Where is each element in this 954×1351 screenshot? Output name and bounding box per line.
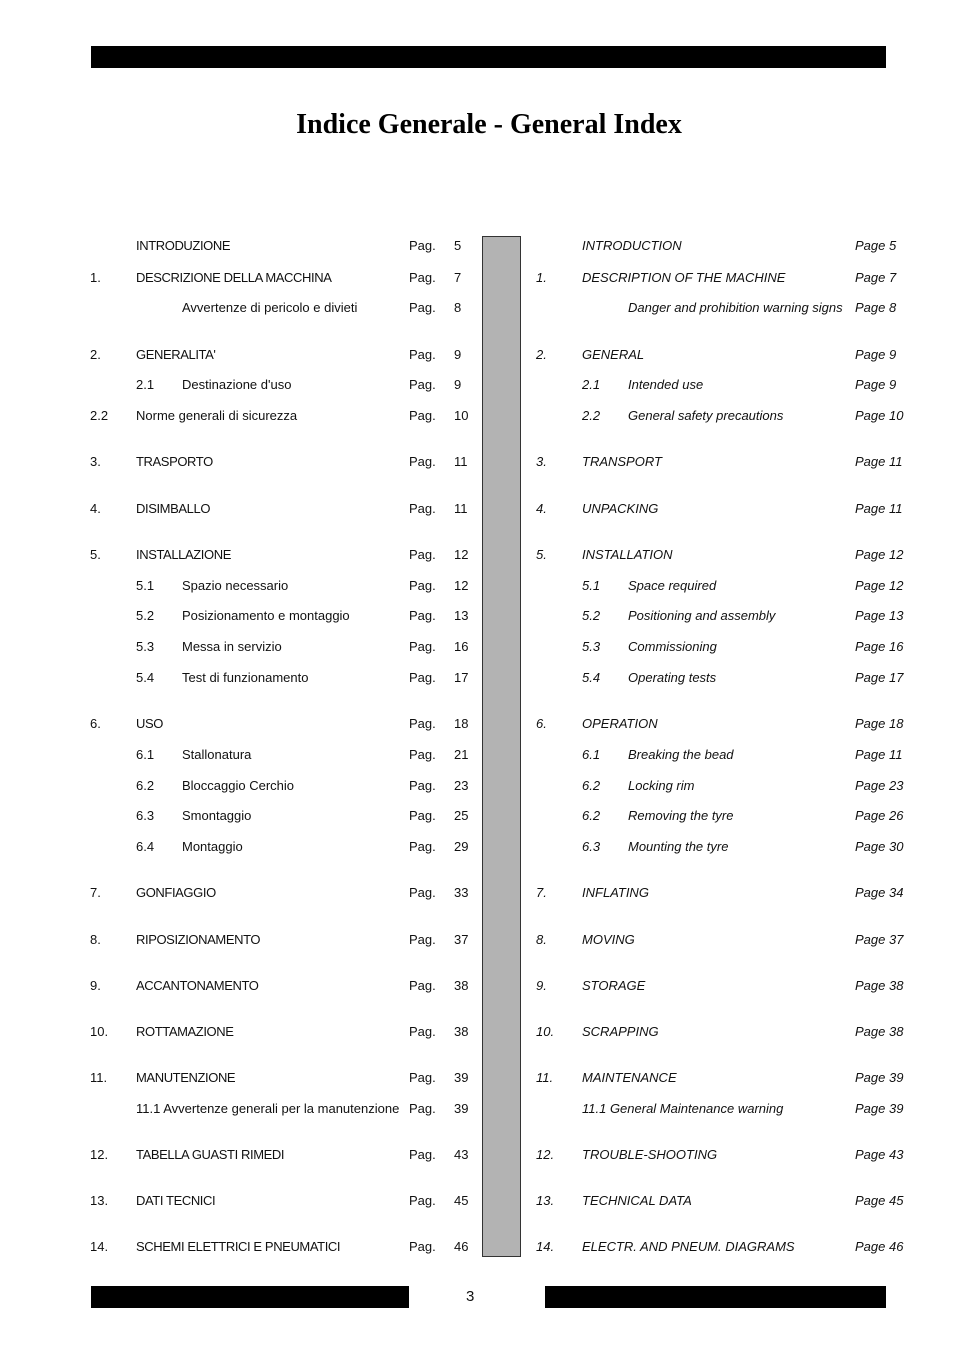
entry-title: DATI TECNICI xyxy=(136,1193,216,1208)
entry-title: MAINTENANCE xyxy=(582,1070,677,1085)
entry-title: DESCRIZIONE DELLA MACCHINA xyxy=(136,270,332,285)
page-label: Pag. xyxy=(409,978,436,993)
page-number-value: 9 xyxy=(454,347,462,362)
page-number-value: 13 xyxy=(454,608,469,623)
entry-title: Removing the tyre xyxy=(628,808,734,823)
page-label: Pag. xyxy=(409,408,436,423)
page-label: Pag. xyxy=(409,747,436,762)
english-toc-entry xyxy=(0,714,954,734)
english-toc-entry xyxy=(0,545,954,565)
page-number-value: 12 xyxy=(454,547,469,562)
entry-number: 4. xyxy=(536,501,547,516)
page-reference: Page 11 xyxy=(855,454,903,469)
english-toc-entry xyxy=(0,298,954,318)
english-toc-entry xyxy=(0,806,954,826)
page-number: 3 xyxy=(466,1288,475,1305)
page-label: Pag. xyxy=(409,1239,436,1254)
page-number-value: 33 xyxy=(454,885,469,900)
entry-number: 6. xyxy=(536,716,547,731)
subsection-number: 6.2 xyxy=(136,778,155,793)
page-reference: Page 9 xyxy=(855,347,897,362)
entry-number: 2. xyxy=(90,347,101,362)
entry-title: USO xyxy=(136,716,163,731)
english-toc-entry xyxy=(0,236,954,256)
english-toc-entry xyxy=(0,745,954,765)
page-label: Pag. xyxy=(409,639,436,654)
entry-number: 12. xyxy=(90,1147,109,1162)
page-label: Pag. xyxy=(409,839,436,854)
page-number-value: 17 xyxy=(454,670,469,685)
english-toc-entry xyxy=(0,668,954,688)
page-number-value: 46 xyxy=(454,1239,469,1254)
english-toc-entry xyxy=(0,1068,954,1088)
entry-title: Spazio necessario xyxy=(182,578,289,593)
entry-title: Smontaggio xyxy=(182,808,252,823)
page-label: Pag. xyxy=(409,501,436,516)
entry-title: TRASPORTO xyxy=(136,454,213,469)
entry-title: SCRAPPING xyxy=(582,1024,659,1039)
page-number-value: 16 xyxy=(454,639,469,654)
page-reference: Page 9 xyxy=(855,377,897,392)
page-label: Pag. xyxy=(409,238,436,253)
english-toc-entry xyxy=(0,345,954,365)
entry-number: 1. xyxy=(536,270,547,285)
page-reference: Page 34 xyxy=(855,885,904,900)
page-number-value: 21 xyxy=(454,747,469,762)
english-toc-entry xyxy=(0,930,954,950)
entry-number: 7. xyxy=(90,885,101,900)
page-reference: Page 39 xyxy=(855,1101,904,1116)
subsection-number: 2.1 xyxy=(582,377,601,392)
page-number-value: 11 xyxy=(454,501,468,516)
subsection-number: 6.3 xyxy=(136,808,155,823)
subsection-number: 5.3 xyxy=(582,639,601,654)
page-number-value: 38 xyxy=(454,1024,469,1039)
subsection-number: 2.1 xyxy=(136,377,155,392)
entry-title: Destinazione d'uso xyxy=(182,377,292,392)
entry-number: 13. xyxy=(90,1193,109,1208)
entry-title: INSTALLAZIONE xyxy=(136,547,231,562)
entry-title: OPERATION xyxy=(582,716,658,731)
entry-title: STORAGE xyxy=(582,978,646,993)
english-toc-entry xyxy=(0,1022,954,1042)
english-toc-entry xyxy=(0,499,954,519)
page-label: Pag. xyxy=(409,377,436,392)
page-reference: Page 45 xyxy=(855,1193,904,1208)
page-reference: Page 23 xyxy=(855,778,904,793)
page-number-value: 37 xyxy=(454,932,469,947)
entry-number: 11. xyxy=(536,1070,554,1085)
entry-title: Posizionamento e montaggio xyxy=(182,608,350,623)
page-label: Pag. xyxy=(409,1193,436,1208)
subsection-number: 5.1 xyxy=(136,578,155,593)
page-reference: Page 13 xyxy=(855,608,904,623)
page-label: Pag. xyxy=(409,1147,436,1162)
page-reference: Page 5 xyxy=(855,238,897,253)
entry-title: Mounting the tyre xyxy=(628,839,729,854)
page-reference: Page 38 xyxy=(855,1024,904,1039)
subsection-number: 6.4 xyxy=(136,839,155,854)
page-label: Pag. xyxy=(409,932,436,947)
subsection-number: 6.1 xyxy=(582,747,601,762)
english-toc-entry xyxy=(0,1145,954,1165)
entry-title: Intended use xyxy=(628,377,704,392)
entry-title: Avvertenze di pericolo e divieti xyxy=(182,300,358,315)
page-number-value: 38 xyxy=(454,978,469,993)
page-reference: Page 30 xyxy=(855,839,904,854)
entry-number: 8. xyxy=(90,932,101,947)
subsection-number: 5.2 xyxy=(136,608,155,623)
entry-title: TECHNICAL DATA xyxy=(582,1193,692,1208)
entry-title: TROUBLE-SHOOTING xyxy=(582,1147,718,1162)
entry-title: UNPACKING xyxy=(582,501,659,516)
entry-title: DISIMBALLO xyxy=(136,501,211,516)
entry-number: 8. xyxy=(536,932,547,947)
page-title: Indice Generale - General Index xyxy=(296,109,682,140)
page-label: Pag. xyxy=(409,454,436,469)
entry-number: 7. xyxy=(536,885,547,900)
entry-number: 14. xyxy=(536,1239,555,1254)
entry-title: Space required xyxy=(628,578,717,593)
entry-number: 12. xyxy=(536,1147,555,1162)
page-number-value: 25 xyxy=(454,808,469,823)
page-label: Pag. xyxy=(409,808,436,823)
subsection-number: 2.2 xyxy=(582,408,601,423)
entry-number: 3. xyxy=(90,454,101,469)
page-number-value: 29 xyxy=(454,839,469,854)
entry-title: Positioning and assembly xyxy=(628,608,776,623)
entry-title: SCHEMI ELETTRICI E PNEUMATICI xyxy=(136,1239,341,1254)
page-number-value: 5 xyxy=(454,238,462,253)
subsection-number: 6.3 xyxy=(582,839,601,854)
footer-bar-right xyxy=(545,1286,886,1308)
page-number-value: 8 xyxy=(454,300,462,315)
english-toc-entry xyxy=(0,375,954,395)
entry-title: MANUTENZIONE xyxy=(136,1070,236,1085)
page-label: Pag. xyxy=(409,300,436,315)
page-label: Pag. xyxy=(409,1024,436,1039)
page-label: Pag. xyxy=(409,885,436,900)
entry-title: Messa in servizio xyxy=(182,639,282,654)
subsection-number: 6.1 xyxy=(136,747,155,762)
page-label: Pag. xyxy=(409,347,436,362)
entry-title: General safety precautions xyxy=(628,408,784,423)
page-reference: Page 37 xyxy=(855,932,904,947)
entry-number: 5. xyxy=(90,547,101,562)
entry-title: INTRODUCTION xyxy=(582,238,682,253)
page-label: Pag. xyxy=(409,270,436,285)
entry-title: Locking rim xyxy=(628,778,695,793)
entry-title: Test di funzionamento xyxy=(182,670,309,685)
page-number-value: 7 xyxy=(454,270,462,285)
page-label: Pag. xyxy=(409,578,436,593)
page-label: Pag. xyxy=(409,547,436,562)
english-toc-entry xyxy=(0,606,954,626)
page-label: Pag. xyxy=(409,1101,436,1116)
page-label: Pag. xyxy=(409,1070,436,1085)
page-label: Pag. xyxy=(409,716,436,731)
entry-title: Bloccaggio Cerchio xyxy=(182,778,295,793)
entry-title: ROTTAMAZIONE xyxy=(136,1024,234,1039)
page-number-value: 23 xyxy=(454,778,469,793)
entry-title: GENERAL xyxy=(582,347,645,362)
english-toc-entry xyxy=(0,883,954,903)
entry-title: Norme generali di sicurezza xyxy=(136,408,298,423)
entry-title: Montaggio xyxy=(182,839,243,854)
entry-number: 2. xyxy=(536,347,547,362)
entry-title: 11.1 Avvertenze generali per la manutenzione xyxy=(136,1101,400,1116)
english-toc-entry xyxy=(0,837,954,857)
page-reference: Page 43 xyxy=(855,1147,904,1162)
entry-title: INSTALLATION xyxy=(582,547,673,562)
entry-title: INTRODUZIONE xyxy=(136,238,231,253)
page-reference: Page 11 xyxy=(855,501,903,516)
entry-number: 2.2 xyxy=(90,408,109,423)
english-toc-entry xyxy=(0,776,954,796)
page-number-value: 43 xyxy=(454,1147,469,1162)
footer-bar-left xyxy=(91,1286,409,1308)
page-reference: Page 10 xyxy=(855,408,904,423)
english-toc-entry xyxy=(0,637,954,657)
entry-title: DESCRIPTION OF THE MACHINE xyxy=(582,270,786,285)
subsection-number: 5.1 xyxy=(582,578,601,593)
page-number-value: 39 xyxy=(454,1070,469,1085)
entry-title: ELECTR. AND PNEUM. DIAGRAMS xyxy=(582,1239,795,1254)
entry-number: 11. xyxy=(90,1070,108,1085)
entry-title: Danger and prohibition warning signs xyxy=(628,300,843,315)
entry-title: ACCANTONAMENTO xyxy=(136,978,259,993)
page-reference: Page 46 xyxy=(855,1239,904,1254)
subsection-number: 6.2 xyxy=(582,808,601,823)
entry-title: Commissioning xyxy=(628,639,717,654)
entry-title: Operating tests xyxy=(628,670,717,685)
entry-title: RIPOSIZIONAMENTO xyxy=(136,932,261,947)
page-reference: Page 39 xyxy=(855,1070,904,1085)
entry-title: TABELLA GUASTI RIMEDI xyxy=(136,1147,285,1162)
entry-number: 1. xyxy=(90,270,101,285)
entry-title: Stallonatura xyxy=(182,747,252,762)
english-toc-entry xyxy=(0,406,954,426)
english-toc-entry xyxy=(0,452,954,472)
entry-title: INFLATING xyxy=(582,885,649,900)
entry-number: 3. xyxy=(536,454,547,469)
entry-number: 10. xyxy=(536,1024,555,1039)
entry-number: 5. xyxy=(536,547,547,562)
page-reference: Page 8 xyxy=(855,300,897,315)
entry-number: 6. xyxy=(90,716,101,731)
page-reference: Page 26 xyxy=(855,808,904,823)
page-reference: Page 11 xyxy=(855,747,903,762)
page-number-value: 9 xyxy=(454,377,462,392)
page-reference: Page 17 xyxy=(855,670,904,685)
entry-title: GENERALITA' xyxy=(136,347,216,362)
page-reference: Page 12 xyxy=(855,547,904,562)
english-toc-entry xyxy=(0,1099,954,1119)
entry-number: 14. xyxy=(90,1239,109,1254)
subsection-number: 5.4 xyxy=(582,670,601,685)
page-label: Pag. xyxy=(409,670,436,685)
english-toc-entry xyxy=(0,268,954,288)
english-toc-entry xyxy=(0,1191,954,1211)
page-number-value: 12 xyxy=(454,578,469,593)
page-number-value: 39 xyxy=(454,1101,469,1116)
page-number-value: 18 xyxy=(454,716,469,731)
page-reference: Page 12 xyxy=(855,578,904,593)
subsection-number: 6.2 xyxy=(582,778,601,793)
page-number-value: 10 xyxy=(454,408,469,423)
entry-number: 9. xyxy=(90,978,101,993)
page-reference: Page 38 xyxy=(855,978,904,993)
page-label: Pag. xyxy=(409,608,436,623)
page-number-value: 11 xyxy=(454,454,468,469)
page-reference: Page 18 xyxy=(855,716,904,731)
english-toc-entry xyxy=(0,1237,954,1257)
entry-number: 13. xyxy=(536,1193,555,1208)
entry-number: 10. xyxy=(90,1024,109,1039)
subsection-number: 5.3 xyxy=(136,639,155,654)
subsection-number: 5.4 xyxy=(136,670,155,685)
page-reference: Page 7 xyxy=(855,270,897,285)
subsection-number: 5.2 xyxy=(582,608,601,623)
page-number-value: 45 xyxy=(454,1193,469,1208)
english-toc-entry xyxy=(0,576,954,596)
entry-title: TRANSPORT xyxy=(582,454,662,469)
page-reference: Page 16 xyxy=(855,639,904,654)
entry-title: MOVING xyxy=(582,932,635,947)
entry-title: Breaking the bead xyxy=(628,747,734,762)
entry-number: 4. xyxy=(90,501,101,516)
english-toc-entry xyxy=(0,976,954,996)
entry-title: GONFIAGGIO xyxy=(136,885,216,900)
entry-title: 11.1 General Maintenance warning xyxy=(582,1101,784,1116)
page-label: Pag. xyxy=(409,778,436,793)
entry-number: 9. xyxy=(536,978,547,993)
